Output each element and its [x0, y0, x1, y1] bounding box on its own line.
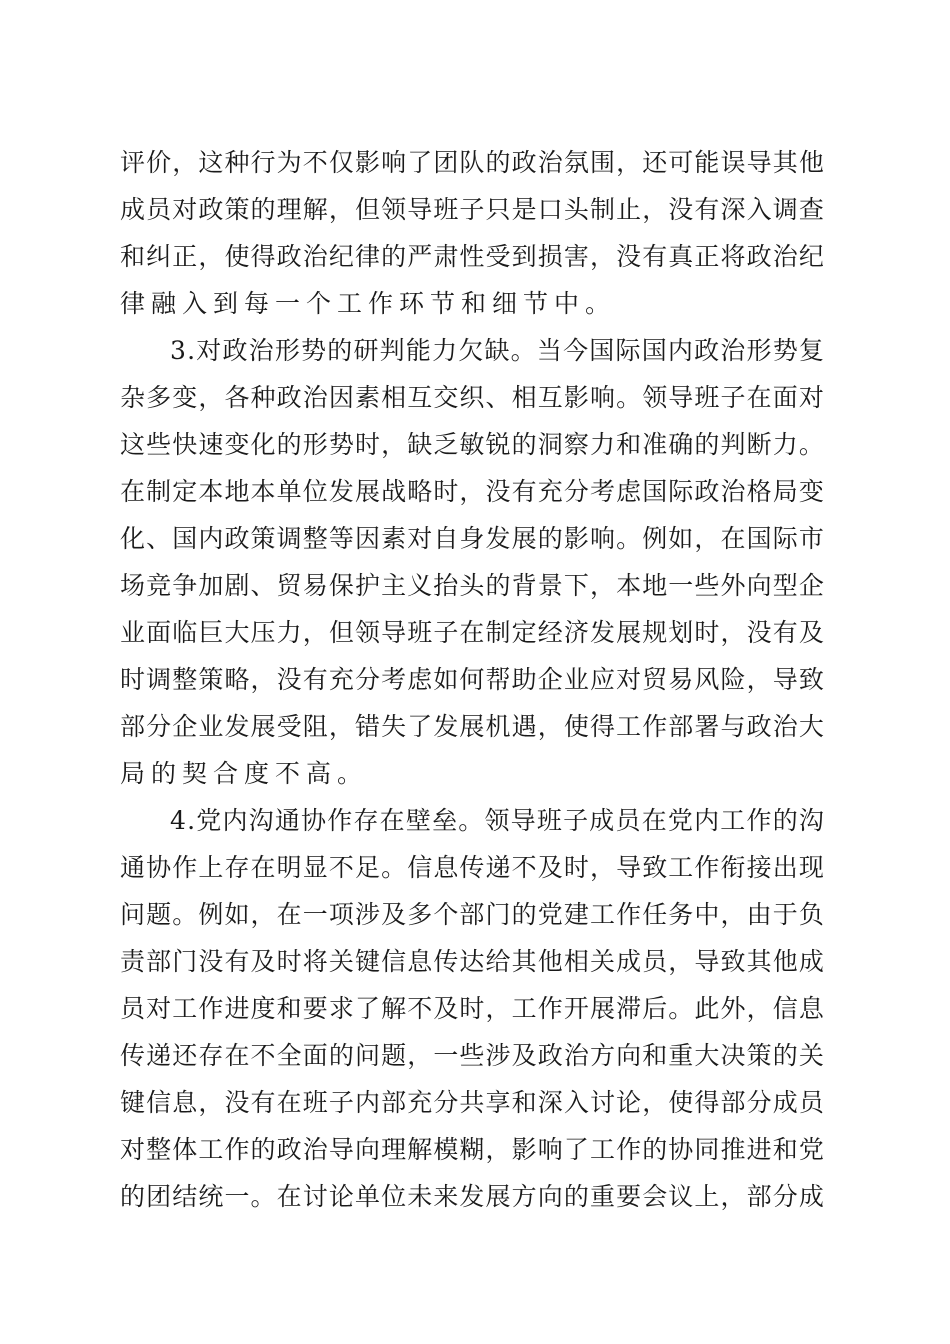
text-line: 成 员 对 政 策 的 理 解 ， 但 领 导 班 子 只 是 口 头 制 止 ， 没 有 深 入 调 查	[120, 195, 824, 224]
text-line: 评 价 ， 这 种 行 为 不 仅 影 响 了 团 队 的 政 治 氛 围 ， 还 可 能 误 导 其 他	[120, 148, 824, 177]
text-line: 律融入到每一个工作环节和细节中。	[120, 289, 617, 318]
text-line: 场 竞 争 加 剧 、 贸 易 保 护 主 义 抬 头 的 背 景 下 ， 本 地 一 些 外 向 型 企	[120, 571, 824, 600]
body-text	[120, 139, 824, 1220]
text-line: 责 部 门 没 有 及 时 将 关 键 信 息 传 达 给 其 他 相 关 成 员 ， 导 致 其 他 成	[120, 947, 824, 976]
text-line: 键 信 息 ， 没 有 在 班 子 内 部 充 分 共 享 和 深 入 讨 论 ， 使 得 部 分 成 员	[120, 1088, 824, 1117]
text-line: 4 . 党 内 沟 通 协 作 存 在 壁 垒 。 领 导 班 子 成 员 在 党 内 工 作 的 沟	[170, 806, 824, 835]
text-line: 的 团 结 统 一 。 在 讨 论 单 位 未 来 发 展 方 向 的 重 要 会 议 上 ， 部 分 成	[120, 1182, 824, 1211]
text-line: 在 制 定 本 地 本 单 位 发 展 战 略 时 ， 没 有 充 分 考 虑 国 际 政 治 格 局 变	[120, 477, 824, 506]
text-line: 业 面 临 巨 大 压 力 ， 但 领 导 班 子 在 制 定 经 济 发 展 规 划 时 ， 没 有 及	[120, 618, 824, 647]
text-line: 时 调 整 策 略 ， 没 有 充 分 考 虑 如 何 帮 助 企 业 应 对 贸 易 风 险 ， 导 致	[120, 665, 824, 694]
text-line: 问 题 。 例 如 ， 在 一 项 涉 及 多 个 部 门 的 党 建 工 作 任 务 中 ， 由 于 负	[120, 900, 824, 929]
text-line: 局的契合度不高。	[120, 759, 369, 788]
text-line: 杂 多 变 ， 各 种 政 治 因 素 相 互 交 织 、 相 互 影 响 。 领 导 班 子 在 面 对	[120, 383, 824, 412]
text-line: 通 协 作 上 存 在 明 显 不 足 。 信 息 传 递 不 及 时 ， 导 致 工 作 衔 接 出 现	[120, 853, 824, 882]
text-line: 这 些 快 速 变 化 的 形 势 时 ， 缺 乏 敏 锐 的 洞 察 力 和 准 确 的 判 断 力 。	[120, 430, 824, 459]
text-line: 对 整 体 工 作 的 政 治 导 向 理 解 模 糊 ， 影 响 了 工 作 的 协 同 推 进 和 党	[120, 1135, 824, 1164]
text-line: 和 纠 正 ， 使 得 政 治 纪 律 的 严 肃 性 受 到 损 害 ， 没 有 真 正 将 政 治 纪	[120, 242, 824, 271]
text-line: 员 对 工 作 进 度 和 要 求 了 解 不 及 时 ， 工 作 开 展 滞 后 。 此 外 ， 信 息	[120, 994, 824, 1023]
text-line: 部 分 企 业 发 展 受 阻 ， 错 失 了 发 展 机 遇 ， 使 得 工 作 部 署 与 政 治 大	[120, 712, 824, 741]
text-line: 3 . 对 政 治 形 势 的 研 判 能 力 欠 缺 。 当 今 国 际 国 内 政 治 形 势 复	[170, 336, 824, 365]
text-line: 化 、 国 内 政 策 调 整 等 因 素 对 自 身 发 展 的 影 响 。 例 如 ， 在 国 际 市	[120, 524, 824, 553]
text-line: 传 递 还 存 在 不 全 面 的 问 题 ， 一 些 涉 及 政 治 方 向 和 重 大 决 策 的 关	[120, 1041, 824, 1070]
